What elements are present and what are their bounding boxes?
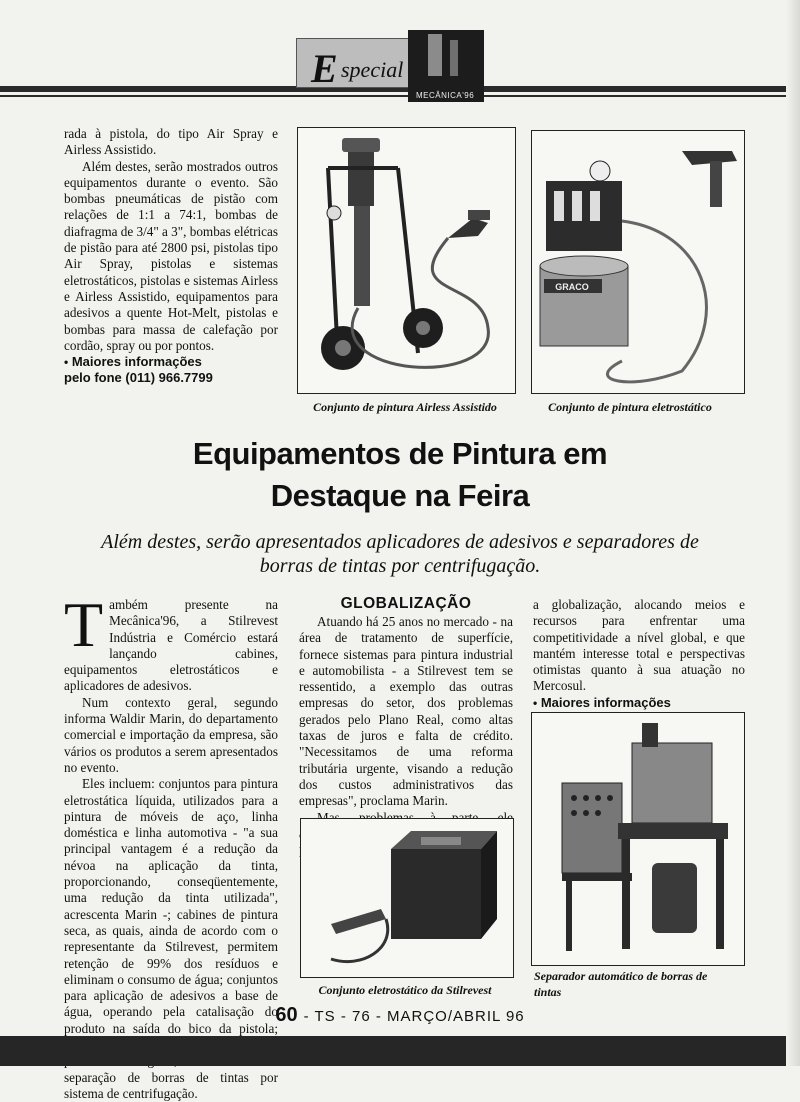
- section-banner: [296, 30, 484, 102]
- electrostatic-kit-illustration: [532, 131, 744, 393]
- bullet-icon: •: [64, 355, 69, 370]
- caliper-jaw-graphic: [450, 40, 458, 76]
- stilrevest-caption: Conjunto eletrostático da Stilrevest: [318, 983, 492, 997]
- scan-bottom-edge: [0, 1036, 800, 1066]
- issue-info: - TS - 76 - MARÇO/ABRIL 96: [303, 1008, 525, 1025]
- section-logo-image: [408, 30, 484, 102]
- electrostatic-photo: [531, 130, 745, 394]
- section-letter: E: [311, 46, 338, 91]
- article-paragraph: a globalização, alocando meios e recursos para enfrentar uma competitividade a nível global, e que mantém interesse total e perspectivas otimistas quanto à sua atuação no Mercosul.: [533, 597, 745, 694]
- section-label-box: [296, 38, 410, 91]
- headline-line-1: Equipamentos de Pintura em: [192, 436, 608, 471]
- article-column-3: [533, 597, 745, 727]
- more-info-label: Maiores informações: [540, 694, 671, 710]
- page-footer: [0, 1004, 800, 1027]
- intro-text-column: [64, 126, 278, 386]
- graco-label: GRACO: [555, 282, 589, 292]
- more-info-phone: pelo fone (011) 966.7799: [64, 370, 213, 386]
- airless-sprayer-illustration: [298, 128, 515, 393]
- page-number: 60: [275, 1004, 298, 1026]
- article-paragraph: Eles incluem: conjuntos para pintura eletrostática líquida, utilizados para a pintura de móveis de aço, linha doméstica e linha automotiva - "a sua principal vantagem é a redução da névoa na aplicação da tinta, proporcionando, conseqüentemente, uma redução da tinta utilizada", acrescenta Marin -; cabines de pintura seca, as quais, ainda de acordo com o representante da Stilrevest, permitem retenção de 99% dos resíduos e eliminam o consumo de água; conjuntos para aplicação de adesivos a base de água, operando pela catalisação do produto na saída do bico da pistola; separação de borras de tintas por sistema de centrifugação.: [64, 776, 278, 1101]
- intro-paragraph: rada à pistola, do tipo Air Spray e Airless Assistido.: [64, 126, 278, 158]
- separator-caption: Separador automático de borras de tintas: [534, 969, 708, 999]
- headline-line-2: Destaque na Feira: [270, 478, 530, 513]
- separator-machine-illustration: [532, 713, 744, 965]
- intro-paragraph: Além destes, serão mostrados outros equipamentos durante o evento. São bombas pneumáticas de pistão com relações de 1:1 a 74:1, bombas de diafragma de 3/4" a 3", bombas elétricas de pistão para até 2800 psi, pistolas tipo Air Spray, pistolas e sistemas eletrostáticos, pistolas e sistemas Airless e Airless Assistido, equipamentos para adesivos a quente Hot-Melt, pistolas e bombas para massa de calefação por cordão, spray ou por pontos.: [64, 158, 278, 353]
- lead-paragraph-text: ambém presente na Mecânica'96, a Stilrevest Indústria e Comércio estará lançando cabines, equipamentos eletrostáticos e aplicadores de adesivos.: [64, 597, 278, 694]
- more-info-block: [64, 354, 278, 386]
- lead-paragraph: [64, 589, 278, 695]
- electrostatic-caption: Conjunto de pintura eletrostático: [548, 400, 712, 414]
- drop-cap: T: [64, 589, 104, 660]
- section-heading: GLOBALIZAÇÃO: [340, 595, 472, 612]
- stilrevest-unit-illustration: [301, 819, 513, 977]
- subheadline: Além destes, serão apresentados aplicadores de adesivos e separadores de borras de tintas por centrifugação.: [101, 531, 699, 577]
- caliper-graphic: [428, 34, 442, 76]
- article-paragraph: Atuando há 25 anos no mercado - na área de tratamento de superfície, fornece sistemas para pintura industrial e automobilista - a Stilrevest tem se ressentido, a exemplo das outras empresas do setor, dos problemas gerados pelo Plano Real, como altas taxas de juros e falta de crédito. "Necessitamos de uma reforma tributária urgente, visando a redução dos custos administrativos das empresas", proclama Marin.: [299, 614, 513, 809]
- stilrevest-photo: [300, 818, 514, 978]
- airless-photo: [297, 127, 516, 394]
- logo-caption: MECÂNICA'96: [416, 91, 475, 100]
- section-word: special: [341, 57, 404, 82]
- article-paragraph: Num contexto geral, segundo informa Waldir Marin, do departamento comercial e importação da empresa, são vários os produtos a serem apresentados no evento.: [64, 694, 278, 775]
- separator-photo: [531, 712, 745, 966]
- airless-caption: Conjunto de pintura Airless Assistido: [313, 400, 497, 414]
- scan-right-edge: [786, 0, 800, 1066]
- bullet-icon: •: [533, 695, 538, 710]
- more-info-label: Maiores informações: [71, 354, 202, 370]
